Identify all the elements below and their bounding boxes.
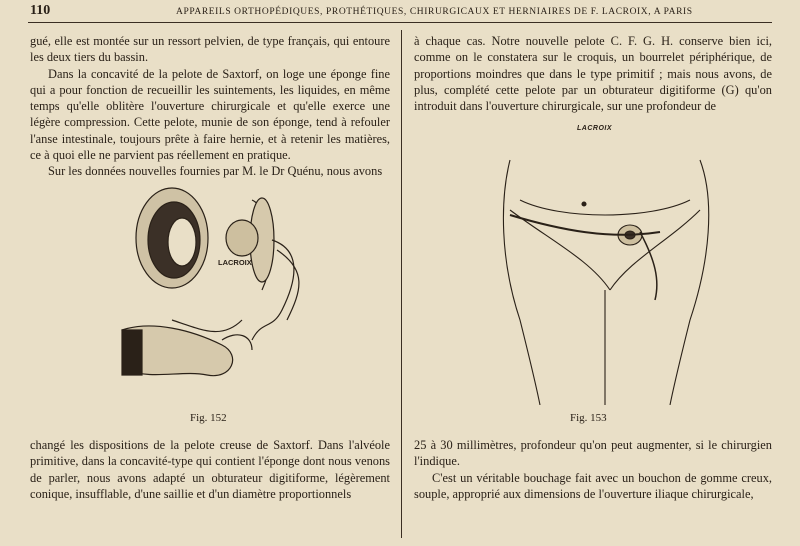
column-divider xyxy=(401,30,402,538)
figure-152-maker-label: LACROIX xyxy=(218,258,252,267)
figure-152-illustration xyxy=(112,180,332,400)
running-head: APPAREILS ORTHOPÉDIQUES, PROTHÉTIQUES, CHIRURGICAUX ET HERNIAIRES DE F. LACROIX, A PARIS xyxy=(176,7,693,17)
paragraph: à chaque cas. Notre nouvelle pelote C. F. G. H. conserve bien ici, comme on le constatera sur le croquis, un bourrelet périphérique, de proportions moindres que dans le type primitif ; mais nous avons, de plus, complété cette pelote par un obturateur digitiforme (G) qu'on introduit dans l'ouverture chirurgicale, sur une profondeur de xyxy=(414,34,772,114)
paragraph: changé les dispositions de la pelote creuse de Saxtorf. Dans l'alvéole primitive, dans la concavité-type qui contient l'éponge dont nous venons de parler, nous avons adapté un obturateur digitiforme, légèrement conique, insufflable, d'une saillie et d'un diamètre proportionnels xyxy=(30,438,390,501)
right-column-top-text xyxy=(414,33,772,114)
paragraph: Dans la concavité de la pelote de Saxtorf, on loge une éponge fine qui a pour fonction de recueillir les suintements, les liquides, en même temps qu'elle oblitère l'ouverture chirurgicale et qu'elle exerce une légère compression. Cette pelote, munie de son éponge, tend à refouler l'anse intestinale, toujours prête à faire hernie, et à retenir les matières, ce à quoi elle ne parvient pas réellement en pratique. xyxy=(30,66,390,163)
paragraph: 25 à 30 millimètres, profondeur qu'on peut augmenter, si le chirurgien l'indique. xyxy=(414,438,772,469)
figure-153-maker-label: LACROIX xyxy=(577,125,612,132)
page-header xyxy=(0,0,800,22)
paragraph: Sur les données nouvelles fournies par M. le Dr Quénu, nous avons xyxy=(48,164,383,179)
right-column-bottom-text xyxy=(414,437,772,502)
left-column-bottom-text xyxy=(30,437,390,502)
figure-153-illustration xyxy=(480,120,730,405)
header-rule xyxy=(28,22,772,23)
page-number: 110 xyxy=(30,3,51,18)
left-column-top-text xyxy=(30,33,390,180)
paragraph: C'est un véritable bouchage fait avec un bouchon de gomme creux, souple, approprié aux dimensions de l'ouverture iliaque chirurgicale, xyxy=(414,470,772,501)
figure-153-caption: Fig. 153 xyxy=(570,412,607,424)
figure-152-caption: Fig. 152 xyxy=(190,412,227,424)
paragraph: gué, elle est montée sur un ressort pelvien, de type français, qui entoure les deux tiers du bassin. xyxy=(30,34,390,65)
